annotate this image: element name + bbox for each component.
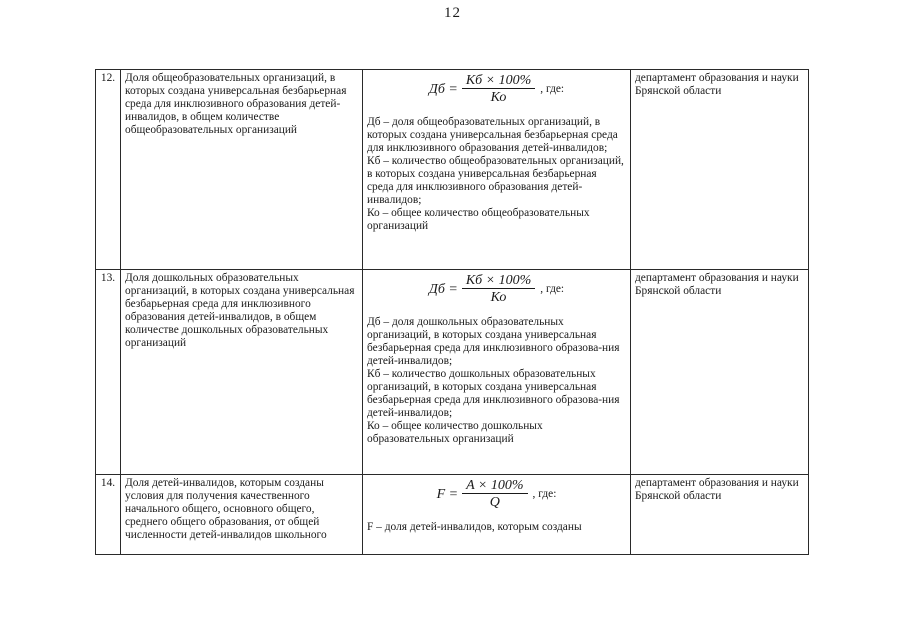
formula-fraction xyxy=(462,274,535,304)
responsible-department: департамент образования и науки Брянской области xyxy=(631,475,809,555)
row-number: 14. xyxy=(96,475,121,555)
formula-tail: , где: xyxy=(532,487,557,500)
calculation-method xyxy=(363,70,631,270)
formula-lhs: Дб = xyxy=(428,281,458,297)
table-row xyxy=(96,270,809,475)
definition-text: Ко – общее количество общеобразовательных организаций xyxy=(367,207,590,232)
definition-text: Дб – доля дошкольных образовательных организаций, в которых создана универсальная безбарьерная среда для инклюзивного образова-ния детей-инвалидов; xyxy=(367,316,620,367)
formula-denominator: Q xyxy=(489,495,500,510)
formula-numerator: Кб × 100% xyxy=(462,274,535,289)
formula xyxy=(367,479,626,509)
calculation-method xyxy=(363,270,631,475)
indicator-name: Доля детей-инвалидов, которым созданы условия для получения качественного начального общего, основного общего, среднего общего образования, от общей численности детей-инвалидов школьного xyxy=(121,475,363,555)
formula xyxy=(367,274,626,304)
table-row xyxy=(96,70,809,270)
formula-fraction xyxy=(462,74,535,104)
definition-text: Кб – количество общеобразовательных организаций, в которых создана универсальная безбарьерная среда для инклюзивного образования детей-инвалидов; xyxy=(367,155,624,206)
formula-fraction xyxy=(462,479,527,509)
indicator-table xyxy=(95,69,809,555)
responsible-department: департамент образования и науки Брянской области xyxy=(631,270,809,475)
definition-text: Ко – общее количество дошкольных образовательных организаций xyxy=(367,420,543,445)
row-number: 12. xyxy=(96,70,121,270)
formula-numerator: A × 100% xyxy=(462,479,527,494)
calculation-method xyxy=(363,475,631,555)
formula xyxy=(367,74,626,104)
formula-lhs: F = xyxy=(436,486,459,502)
definition-text: Кб – количество дошкольных образовательных организаций, в которых создана универсальная безбарьерная среда для инклюзивного образова-ния детей-инвалидов; xyxy=(367,368,620,419)
definition-text: F – доля детей-инвалидов, которым созданы xyxy=(367,521,582,533)
responsible-department: департамент образования и науки Брянской области xyxy=(631,70,809,270)
indicator-name: Доля дошкольных образовательных организаций, в которых создана универсальная безбарьерная среда для инклюзивного образования детей-инвалидов, в общем количестве дошкольных образовательных организаций xyxy=(121,270,363,475)
formula-tail: , где: xyxy=(540,82,565,95)
definition-text: Дб – доля общеобразовательных организаций, в которых создана универсальная безбарьерная среда для инклюзивного образования детей-инвалидов; xyxy=(367,116,618,154)
page-number: 12 xyxy=(444,5,461,21)
formula-tail: , где: xyxy=(540,282,565,295)
formula-lhs: Дб = xyxy=(428,81,458,97)
formula-denominator: Ко xyxy=(490,290,507,305)
table-row xyxy=(96,475,809,555)
formula-denominator: Ко xyxy=(490,90,507,105)
row-number: 13. xyxy=(96,270,121,475)
formula-numerator: Кб × 100% xyxy=(462,74,535,89)
indicator-name: Доля общеобразовательных организаций, в которых создана универсальная безбарьерная среда для инклюзивного образования детей-инвалидов, в общем количестве общеобразовательных организаций xyxy=(121,70,363,270)
